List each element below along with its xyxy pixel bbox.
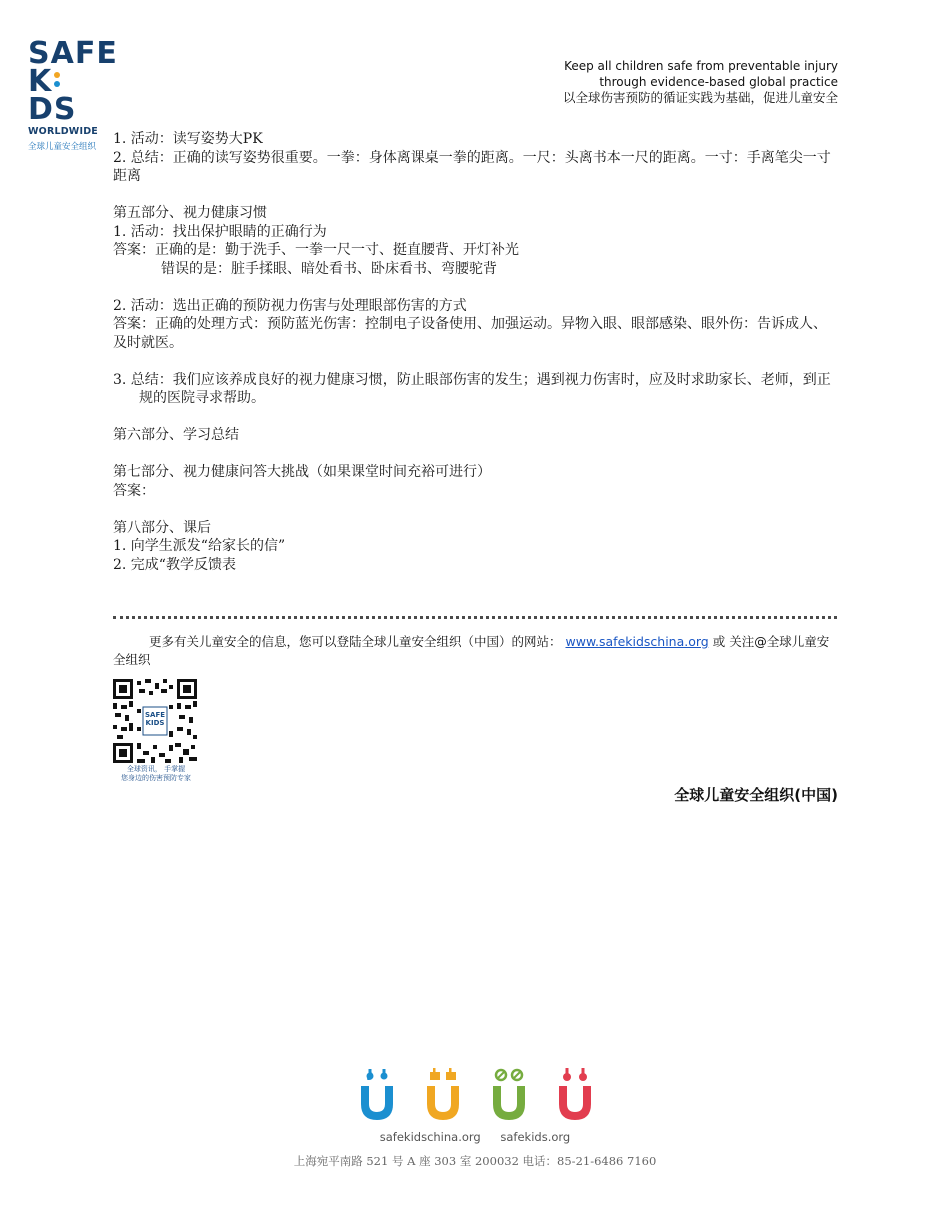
qr-caption-1: 全球资讯， 手掌握 [126, 765, 186, 773]
section-5-item-3: 3. 总结：我们应该养成良好的视力健康习惯，防止眼部伤害的发生；遇到视力伤害时，应及时求助家长、老师，到正规的医院寻求帮助。 [113, 371, 831, 406]
section-7-answer: 答案： [113, 482, 155, 499]
footer-link-safekids[interactable]: safekids.org [500, 1130, 571, 1144]
footer-plug-icons [357, 1066, 597, 1122]
section-5-title: 第五部分、视力健康习惯 [113, 205, 267, 221]
logo-text-safe: SAFE [28, 36, 118, 71]
section-5-item-2: 2. 活动：选出正确的预防视力伤害与处理眼部伤害的方式 [113, 297, 467, 314]
website-link[interactable]: www.safekidschina.org [565, 634, 709, 649]
safe-kids-logo [28, 36, 118, 152]
more-info-paragraph [113, 633, 838, 669]
tagline-cn: 以全球伤害预防的循证实践为基础，促进儿童安全 [562, 90, 838, 105]
section-8-item-1: 1. 向学生派发“给家长的信” [113, 538, 286, 554]
tagline-en-1: Keep all children safe from preventable injury [564, 59, 838, 73]
red-plug-icon [559, 1068, 591, 1120]
section-6-title: 第六部分、学习总结 [113, 427, 239, 443]
section-5-answer-3: 答案：正确的处理方式：预防蓝光伤害：控制电子设备使用、加强运动。异物入眼、眼部感染、眼外伤：告诉成人、及时就医。 [113, 316, 827, 351]
logo-dot-icon [52, 68, 61, 87]
line-summary-posture: 2. 总结：正确的读写姿势很重要。一拳：身体离课桌一拳的距离。一尺：头离书本一尺的距离。一寸：手离笔尖一寸距离 [113, 149, 831, 184]
more-info-text: 更多有关儿童安全的信息，您可以登陆全球儿童安全组织（中国）的网站： [149, 634, 562, 649]
document-body [113, 130, 838, 574]
dotted-divider [113, 616, 837, 619]
logo-text-chinese: 全球儿童安全组织 [28, 142, 97, 152]
section-5-answer-2: 错误的是：脏手揉眼、暗处看书、卧床看书、弯腰驼背 [161, 260, 497, 277]
svg-text:KIDS: KIDS [145, 719, 165, 727]
qr-code-icon [113, 679, 197, 763]
qr-caption-2: 您身边的伤害预防专家 [121, 774, 191, 782]
blue-plug-icon [361, 1069, 393, 1120]
logo-text-worldwide: WORLDWIDE [28, 126, 98, 137]
tagline-en-2: through evidence-based global practice [599, 75, 838, 89]
header-tagline [563, 58, 838, 106]
orange-plug-icon [427, 1068, 459, 1120]
footer-link-safekidschina[interactable]: safekidschina.org [379, 1130, 481, 1144]
section-5-answer-1: 答案：正确的是：勤于洗手、一拳一尺一寸、挺直腰背、开灯补光 [113, 242, 519, 258]
qr-caption [110, 765, 202, 783]
footer-address: 上海宛平南路 521 号 A 座 303 室 200032 电话：85-21-6486 7160 [293, 1154, 657, 1168]
logo-text-kids: K DS [28, 64, 77, 127]
section-5-item-1: 1. 活动：找出保护眼睛的正确行为 [113, 223, 327, 240]
section-8-title: 第八部分、课后 [113, 519, 211, 536]
green-plug-icon [493, 1070, 525, 1120]
svg-text:SAFE: SAFE [144, 711, 166, 719]
follow-text: 或 关注@全球儿童安全组织 [113, 634, 830, 667]
section-7-title: 第七部分、视力健康问答大挑战（如果课堂时间充裕可进行） [113, 464, 491, 480]
organization-name: 全球儿童安全组织(中国) [674, 786, 838, 804]
line-activity-posture: 1. 活动：读写姿势大PK [113, 131, 263, 147]
footer-websites [0, 1130, 950, 1144]
section-8-item-2: 2. 完成“教学反馈表 [113, 556, 236, 573]
